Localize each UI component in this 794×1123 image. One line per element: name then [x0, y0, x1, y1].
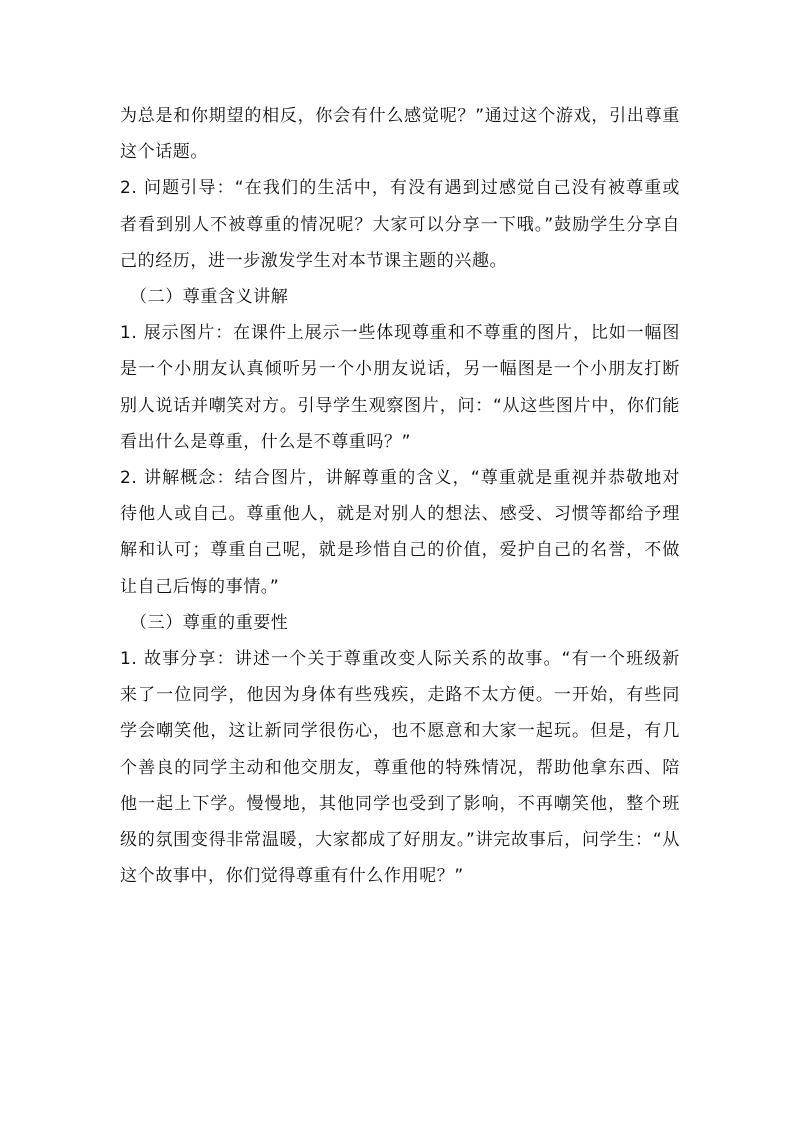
paragraph-story-share: 1. 故事分享：讲述一个关于尊重改变人际关系的故事。“有一个班级新来了一位同学，他因为身体有些残疾，走路不太方便。一开始，有些同学会嘲笑他，这让新同学很伤心，也不愿意和大家一起玩。但是，有几个善良的同学主动和他交朋友，尊重他的特殊情况，帮助他拿东西、陪他一起上下学。慢慢地，其他同学也受到了影响，不再嘲笑他，整个班级的氛围变得非常温暖，大家都成了好朋友。”讲完故事后，问学生：“从这个故事中，你们觉得尊重有什么作用呢？” — [120, 649, 680, 887]
paragraph-explain-concept: 2. 讲解概念：结合图片，讲解尊重的含义，“尊重就是重视并恭敬地对待他人或自己。尊重他人，就是对别人的想法、感受、习惯等都给予理解和认可；尊重自己呢，就是珍惜自己的价值，爱护自己的名誉，不做让自己后悔的事情。” — [120, 468, 680, 597]
section-heading-importance: （三）尊重的重要性 — [130, 612, 289, 633]
paragraph-intro-continued: 为总是和你期望的相反，你会有什么感觉呢？”通过这个游戏，引出尊重这个话题。 — [120, 106, 680, 163]
document-body — [120, 98, 680, 894]
section-heading-meaning: （二）尊重含义讲解 — [130, 287, 289, 308]
paragraph-show-pictures: 1. 展示图片：在课件上展示一些体现尊重和不尊重的图片，比如一幅图是一个小朋友认真倾听另一个小朋友说话，另一幅图是一个小朋友打断别人说话并嘲笑对方。引导学生观察图片，问：“从这些图片中，你们能看出什么是尊重，什么是不尊重吗？” — [120, 323, 680, 452]
paragraph-question-guide: 2. 问题引导：“在我们的生活中，有没有遇到过感觉自己没有被尊重或者看到别人不被尊重的情况呢？大家可以分享一下哦。”鼓励学生分享自己的经历，进一步激发学生对本节课主题的兴趣。 — [120, 178, 680, 271]
